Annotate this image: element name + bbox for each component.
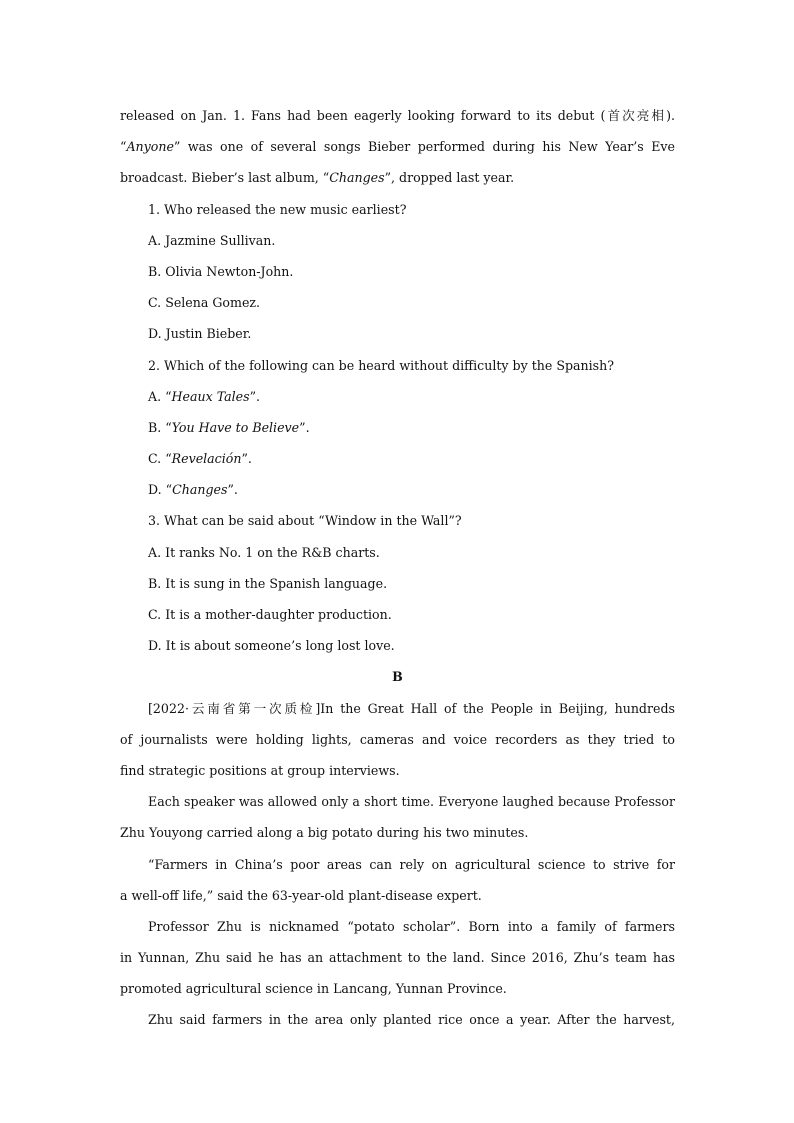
answer-option [120, 412, 675, 443]
document-page [120, 100, 675, 1036]
answer-option: D. It is about someone’s long lost love. [148, 638, 395, 654]
answer-option: A. It ranks No. 1 on the R&B charts. [148, 544, 380, 560]
option-suffix: ”. [299, 419, 310, 435]
paragraph-line: “Farmers in China’s poor areas can rely on agricultural science to strive for [148, 856, 675, 872]
passage-a-line: released on Jan. 1. Fans had been eagerly looking forward to its debut (首次亮相). [120, 108, 675, 123]
quote-mark: “ [120, 139, 127, 155]
album-title: Changes [172, 482, 228, 498]
paragraph-line: Zhu Youyong carried along a big potato during his two minutes. [120, 825, 529, 841]
paragraph-line: find strategic positions at group interviews. [120, 762, 400, 778]
paragraph-line: a well-off life,” said the 63-year-old plant-disease expert. [120, 887, 482, 903]
paragraph-line: of journalists were holding lights, cameras and voice recorders as they tried to [120, 731, 675, 747]
answer-option: B. It is sung in the Spanish language. [148, 575, 388, 591]
paragraph-line: [2022·云南省第一次质检]In the Great Hall of the People in Beijing, hundreds [148, 700, 675, 716]
paragraph-line: Zhu said farmers in the area only planted rice once a year. After the harvest, [148, 1012, 675, 1028]
passage-text: broadcast. Bieber’s last album, “ [120, 170, 330, 186]
option-suffix: ”. [227, 482, 238, 498]
paragraph-line: Professor Zhu is nicknamed “potato scholar”. Born into a family of farmers [148, 918, 675, 934]
option-suffix: ”. [241, 451, 252, 467]
passage-text: ” was one of several songs Bieber performed during his New Year’s Eve [173, 139, 675, 155]
question-stem: 1. Who released the new music earliest? [148, 201, 407, 217]
song-title: Heaux Tales [171, 388, 250, 404]
answer-option [120, 443, 675, 474]
option-prefix: C. “ [148, 451, 172, 467]
option-prefix: B. “ [148, 419, 172, 435]
album-title: Changes [329, 170, 385, 186]
question-stem: 3. What can be said about “Window in the Wall”? [148, 513, 462, 529]
paragraph-line: in Yunnan, Zhu said he has an attachment to the land. Since 2016, Zhu’s team has [120, 950, 675, 966]
answer-option: C. It is a mother-daughter production. [148, 607, 392, 622]
answer-option [120, 381, 675, 412]
song-title: Revelación [171, 451, 242, 467]
section-heading: B [392, 669, 403, 685]
answer-option [120, 474, 675, 505]
passage-a-line [120, 162, 675, 193]
answer-option: C. Selena Gomez. [148, 295, 261, 311]
answer-option: B. Olivia Newton-John. [148, 263, 294, 279]
question-stem: 2. Which of the following can be heard without difficulty by the Spanish? [148, 357, 614, 373]
option-suffix: ”. [249, 388, 261, 404]
passage-a-line [120, 131, 675, 162]
option-prefix: D. “ [148, 482, 173, 498]
paragraph-line: Each speaker was allowed only a short time. Everyone laughed because Professor [148, 794, 675, 810]
paragraph-line: promoted agricultural science in Lancang, Yunnan Province. [120, 981, 507, 997]
answer-option: D. Justin Bieber. [148, 326, 252, 342]
song-title: Anyone [126, 139, 174, 155]
song-title: You Have to Believe [171, 419, 300, 435]
passage-text: ”, dropped last year. [384, 170, 515, 186]
answer-option: A. Jazmine Sullivan. [148, 232, 276, 248]
option-prefix: A. “ [148, 388, 172, 404]
